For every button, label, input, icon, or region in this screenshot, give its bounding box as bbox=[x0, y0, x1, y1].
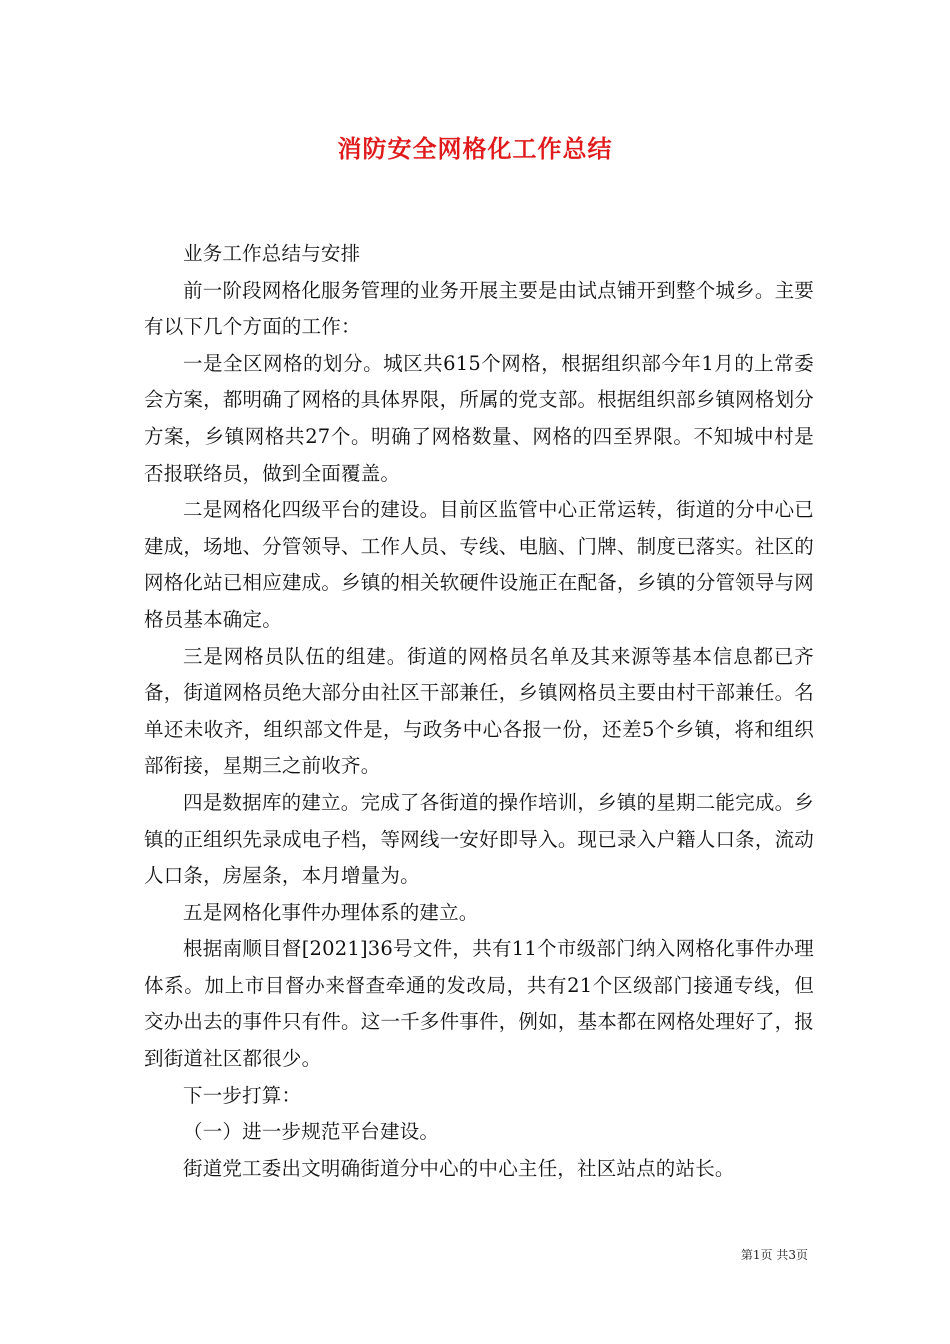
page-footer: 第1页 共3页 bbox=[740, 1248, 808, 1262]
paragraph-document-basis: 根据南顺目督[2021]36号文件，共有11个市级部门纳入网格化事件办理体系。加上市目督办来督查牵通的发改局，共有21个区级部门接通专线，但交办出去的事件只有件。这一千多件事件，例如，基本都在网格处理好了，报到街道社区都很少。 bbox=[144, 937, 814, 1071]
paragraph-heading: 业务工作总结与安排 bbox=[183, 242, 361, 265]
document-title: 消防安全网格化工作总结 bbox=[337, 134, 613, 163]
paragraph-item-2: 二是网格化四级平台的建设。目前区监管中心正常运转，街道的分中心已建成，场地、分管领导、工作人员、专线、电脑、门牌、制度已落实。社区的网格化站已相应建成。乡镇的相关软硬件设施正在配备，乡镇的分管领导与网格员基本确定。 bbox=[144, 498, 814, 631]
paragraph-step-1-detail: 街道党工委出文明确街道分中心的中心主任，社区站点的站长。 bbox=[183, 1156, 735, 1180]
paragraph-item-4: 四是数据库的建立。完成了各街道的操作培训，乡镇的星期二能完成。乡镇的正组织先录成电子档，等网线一安好即导入。现已录入户籍人口条，流动人口条，房屋条，本月增量为。 bbox=[144, 790, 814, 888]
paragraph-step-1: （一）进一步规范平台建设。 bbox=[183, 1120, 440, 1144]
paragraph-next-steps: 下一步打算： bbox=[183, 1083, 302, 1107]
paragraph-item-5: 五是网格化事件办理体系的建立。 bbox=[183, 900, 479, 924]
paragraph-item-3: 三是网格员队伍的组建。街道的网格员名单及其来源等基本信息都已齐备，街道网格员绝大部分由社区干部兼任，乡镇网格员主要由村干部兼任。名单还未收齐，组织部文件是，与政务中心各报一份，还差5个乡镇，将和组织部衔接，星期三之前收齐。 bbox=[144, 644, 814, 778]
paragraph-intro: 前一阶段网格化服务管理的业务开展主要是由试点铺开到整个城乡。主要有以下几个方面的工作： bbox=[144, 278, 814, 339]
document-body bbox=[144, 236, 814, 1187]
paragraph-item-1: 一是全区网格的划分。城区共615个网格，根据组织部今年1月的上常委会方案，都明确了网格的具体界限，所属的党支部。根据组织部乡镇网格划分方案，乡镇网格共27个。明确了网格数量、网格的四至界限。不知城中村是否报联络员，做到全面覆盖。 bbox=[144, 351, 814, 485]
